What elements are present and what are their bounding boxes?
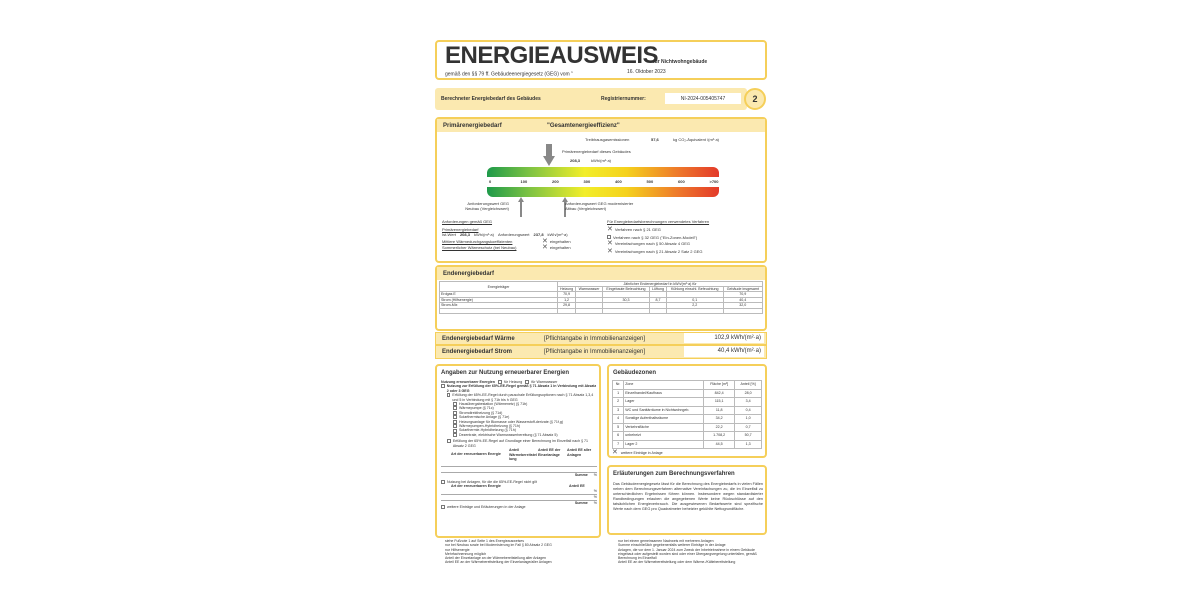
zones-section bbox=[607, 364, 767, 458]
heat-label: Endenergiebedarf Wärme bbox=[442, 336, 515, 342]
table-cell: Lager bbox=[624, 398, 704, 407]
table-cell: 842,4 bbox=[704, 389, 735, 398]
use-label: Nutzung erneuerbarer Energien bbox=[441, 380, 495, 384]
footnote: nur bei Neubau sowie bei Modernisierung im Fall § 80 Absatz 2 GEG bbox=[445, 543, 552, 548]
building-value: 208,3 bbox=[570, 158, 581, 163]
method-item bbox=[607, 227, 762, 233]
heat-value: 102,9 kWh/(m²·a) bbox=[684, 333, 764, 343]
table-cell: unbeheizt bbox=[624, 432, 704, 441]
footnote: Anteil EE an der Wärmebereitstellung der Einzelanlage/aller Anlagen bbox=[445, 560, 552, 565]
table-row bbox=[613, 406, 762, 415]
col-share-heat: Anteil Wärmebereitstellung bbox=[509, 448, 537, 461]
table-cell: 6 bbox=[613, 432, 624, 441]
renewables-content bbox=[441, 380, 597, 509]
checked-x-icon: ✕ bbox=[607, 240, 613, 247]
methods-list bbox=[607, 227, 762, 255]
zones-table bbox=[612, 380, 762, 457]
final-caption: Jährlicher Endenergiebedarf in kWh/(m²·a) für bbox=[558, 282, 763, 287]
efficiency-scale-bar bbox=[487, 167, 719, 197]
table-cell: Erdgas E bbox=[440, 292, 558, 298]
law-date: 16. Oktober 2023 bbox=[627, 69, 666, 75]
title-header bbox=[435, 40, 767, 80]
table-cell: 3 bbox=[613, 406, 624, 415]
col-header: Kühlung einschl. Befeuchtung bbox=[666, 287, 723, 292]
final-energy-section bbox=[435, 265, 767, 331]
col-header: Eingebaute Beleuchtung bbox=[602, 287, 649, 292]
footnote: Summe einschließlich gegebenenfalls weiterer Einträge in der Anlage bbox=[618, 543, 726, 548]
scale-tick-label: >700 bbox=[709, 179, 719, 184]
method-label: Verfahren nach § 21 GEG bbox=[614, 227, 661, 232]
flat-label: Erfüllung der 65%-EE-Regel durch pauschale Erfüllungsoptionen nach § 71 Absatz 1,3,4 und 5 in Verbindung mit § 71b bis h GEG bbox=[452, 393, 594, 402]
other-label: Nutzung bei Anlagen, für die die 65%-EE-Regel nicht gilt bbox=[447, 479, 537, 484]
option-checkbox[interactable] bbox=[453, 429, 457, 433]
table-row bbox=[613, 423, 762, 432]
method-item bbox=[607, 249, 762, 255]
sum-row bbox=[441, 473, 597, 477]
table-row bbox=[613, 432, 762, 441]
footnotes-right bbox=[618, 539, 768, 565]
renewables-title: Angaben zur Nutzung erneuerbarer Energien bbox=[441, 370, 570, 376]
table-cell: 28,0 bbox=[735, 389, 762, 398]
law-footnote: 1 bbox=[571, 70, 573, 74]
table-cell: 5 bbox=[613, 423, 624, 432]
table-row bbox=[613, 398, 762, 407]
footnotes-left bbox=[445, 539, 605, 565]
zones-more bbox=[612, 449, 762, 457]
zones-body bbox=[613, 389, 762, 449]
col-header: Energieträger bbox=[440, 282, 558, 292]
option-label: Heizungsanlage für Biomasse oder Wasserstoff-derivate (§ 71f,g) bbox=[459, 419, 564, 424]
u-status: eingehalten bbox=[549, 239, 571, 244]
zones-more-label: weitere Einträge in Anlage bbox=[620, 451, 663, 455]
option-label: Stromdirektheizung (§ 71d) bbox=[459, 410, 503, 415]
ist-unit: kWh/(m²·a) bbox=[473, 232, 494, 237]
ist-label: Ist-Wert bbox=[442, 232, 456, 237]
scale-tick-label: 0 bbox=[489, 179, 492, 184]
option-label: Dezentrale, elektrische Warmwasserbereitung (§ 71 Absatz 5) bbox=[459, 432, 558, 437]
table-cell: 1,2 bbox=[558, 297, 576, 303]
table-cell: 0,7 bbox=[735, 423, 762, 432]
table-cell: Verkehrsfläche bbox=[624, 423, 704, 432]
option-label: Hausübergabestation (Wärmenetz) (§ 71b) bbox=[459, 402, 528, 407]
req-old-label: Anforderungswert GEG modernisierter Altbau (Vergleichswert) bbox=[565, 201, 634, 211]
table-cell: 115,1 bbox=[704, 398, 735, 407]
explanation-section bbox=[607, 465, 767, 535]
col-header: Anteil [%] bbox=[735, 381, 762, 390]
water-label: für Warmwasser bbox=[531, 380, 558, 384]
zones-title: Gebäudezonen bbox=[613, 370, 657, 376]
table-row bbox=[613, 415, 762, 424]
method-label: Vereinfachungen nach § 50 Absatz 4 GEG bbox=[614, 241, 691, 246]
ghg-unit: kg CO₂-Äquivalent /(m²·a) bbox=[673, 137, 720, 142]
table-cell: 2 bbox=[613, 398, 624, 407]
registration-label: Registriernummer: bbox=[601, 96, 646, 102]
ist-value: 208,3 bbox=[459, 232, 470, 237]
footnote: nur bei einem gemeinsamen Nachweis mit mehreren Anlagen bbox=[618, 539, 714, 543]
calc-checkbox[interactable] bbox=[447, 439, 451, 443]
primary-title: Primärenergiebedarf bbox=[443, 123, 502, 129]
explanation-text: Das Gebäudeenergiegesetz lässt für die Berechnung des Energiebedarfs in vielen Fällen neben dem Berechnungsverfahren alternative Vereinfachungen zu, die im Einzelfall zu unterschiedlichen Ergebnissen führen können. Insbesondere wegen standardisierter Randbedingungen erlauben die angegebenen Werte keine Rückschlüsse auf den tatsächlichen Energieverbrauch. Die ausgewiesenen Bedarfswerte sind spezifische Werte nach dem GEG pro Quadratmeter beheizter gekühlte Nettogrundfläche. bbox=[613, 482, 763, 511]
registration-number: NI-2024-005405747 bbox=[665, 93, 741, 104]
table-cell: 50,7 bbox=[735, 432, 762, 441]
option-label: Wärmepumpen-Hybridheizung (§ 71h) bbox=[459, 424, 521, 429]
requirements-title: Anforderungen gemäß GEG bbox=[442, 219, 493, 224]
footnote: siehe Fußnote 1 auf Seite 1 des Energieausweises bbox=[445, 539, 524, 543]
primary-energy-section bbox=[435, 117, 767, 263]
table-cell: 40,4 bbox=[723, 297, 762, 303]
table-cell: 3,4 bbox=[735, 398, 762, 407]
table-cell: 1.708,2 bbox=[704, 432, 735, 441]
table-cell: Einzelhandel/Kaufhaus bbox=[624, 389, 704, 398]
rule65-checkbox[interactable] bbox=[441, 384, 445, 388]
option-label: Solarthermische Anlage (§ 71e) bbox=[459, 415, 510, 420]
u-label: Mittlere Wärmedurchgangskoeffizienten bbox=[442, 239, 513, 244]
law-reference bbox=[445, 69, 573, 78]
table-cell: Strom-Mix bbox=[440, 303, 558, 309]
anf-label: Anforderungswert bbox=[497, 232, 530, 237]
power-label: Endenergiebedarf Strom bbox=[442, 349, 513, 355]
option-label: Wärmepumpe (§ 71c) bbox=[459, 406, 494, 411]
other-checkbox[interactable] bbox=[441, 480, 445, 484]
summer-status: eingehalten bbox=[549, 245, 571, 250]
other-header bbox=[441, 484, 597, 488]
table-cell bbox=[666, 308, 723, 314]
power-note: [Pflichtangabe in Immobilienanzeigen] bbox=[544, 349, 646, 355]
primary-subtitle: "Gesamtenergieeffizienz" bbox=[547, 123, 620, 129]
checked-x-icon: ✕ bbox=[542, 244, 548, 251]
table-cell bbox=[576, 308, 603, 314]
table-row bbox=[613, 440, 762, 449]
col-header: Warmwasser bbox=[576, 287, 603, 292]
building-value-label: Primärenergiebedarf dieses Gebäudes bbox=[562, 149, 631, 154]
checked-x-icon: ✕ bbox=[607, 226, 613, 233]
table-cell bbox=[558, 308, 576, 314]
checked-x-icon: ✕ bbox=[612, 449, 618, 456]
more-row bbox=[441, 505, 597, 509]
table-cell: 34,2 bbox=[704, 415, 735, 424]
pct: % bbox=[593, 494, 597, 499]
document-subtitle: für Nichtwohngebäude bbox=[653, 59, 708, 65]
table-cell: 32,0 bbox=[723, 303, 762, 309]
pct: % bbox=[593, 500, 597, 505]
rule65-row bbox=[441, 384, 597, 393]
page-number-badge: 2 bbox=[744, 88, 766, 110]
table-cell: 7 bbox=[613, 440, 624, 449]
table-cell bbox=[723, 308, 762, 314]
scale-tick-label: 200 bbox=[552, 179, 559, 184]
footnote: Mehrfachnennung möglich bbox=[445, 551, 487, 556]
methods-block bbox=[607, 219, 762, 256]
table-cell: 1,3 bbox=[735, 440, 762, 449]
art-label: Art der erneuerbaren Energie bbox=[451, 452, 501, 457]
table-cell: 2,2 bbox=[666, 303, 723, 309]
document-title: ENERGIEAUSWEIS bbox=[445, 42, 659, 69]
table-cell: 1,0 bbox=[735, 415, 762, 424]
method-label: Verfahren nach § 32 GEG ("Ein-Zonen-Modell") bbox=[613, 234, 698, 240]
footnote: Anlagen, die vor dem 1. Januar 2024 zum Zweck der Inbetriebnahme in einem Gebäude eingebaut oder aufgestellt worden sind oder einer Übergangsregelung unterfallen, gemäß Berechnung im Einzelfall bbox=[618, 547, 757, 561]
table-cell: 8,7 bbox=[650, 297, 667, 303]
table-cell: 0,1 bbox=[666, 297, 723, 303]
option-checkbox[interactable] bbox=[453, 433, 457, 437]
footnote: Anteil EE an der Wärmebereitstellung oder dem Wärme-/Kältebereitstellung bbox=[618, 560, 736, 565]
requirements-sub: Primärenergiebedarf bbox=[442, 227, 479, 232]
method-item bbox=[607, 235, 762, 240]
table-cell: 30,3 bbox=[602, 297, 649, 303]
scale-tick-label: 500 bbox=[646, 179, 654, 184]
power-demand-row bbox=[435, 345, 767, 359]
calc-label: Erfüllung der 65%-EE-Regel auf Grundlage einer Berechnung im Einzelfall nach § 71 Absatz 2 GEG bbox=[452, 439, 589, 448]
col-header: Heizung bbox=[558, 287, 576, 292]
requirements-values bbox=[442, 232, 602, 237]
col-header: Nr. bbox=[613, 381, 624, 390]
section-bar-label: Berechneter Energiebedarf des Gebäudes bbox=[441, 96, 541, 102]
building-value-unit: kWh/(m²·a) bbox=[591, 158, 611, 163]
sum-label: Summe bbox=[574, 500, 588, 505]
calc-header bbox=[441, 448, 597, 461]
req-new-label: Anforderungswert GEG Neubau (Vergleichswert) bbox=[465, 201, 509, 211]
option-item bbox=[453, 433, 597, 437]
table-cell: 11,8 bbox=[704, 406, 735, 415]
more-checkbox[interactable] bbox=[441, 505, 445, 509]
methods-title: Für Energiebedarfsberechnungen verwendetes Verfahren bbox=[607, 219, 710, 224]
heat-note: [Pflichtangabe in Immobilienanzeigen] bbox=[544, 336, 646, 342]
col-header: Lüftung bbox=[650, 287, 667, 292]
section-bar bbox=[435, 88, 747, 110]
table-cell: 70,9 bbox=[723, 292, 762, 298]
final-energy-table bbox=[439, 281, 763, 314]
more-label: weitere Einträge und Erläuterungen in der Anlage bbox=[447, 504, 526, 509]
requirements-block bbox=[442, 219, 602, 251]
anf-unit: kWh/(m²·a) bbox=[547, 232, 568, 237]
col-share-single: Anteil EE der Einzelanlage bbox=[538, 448, 561, 457]
checked-x-icon: ✕ bbox=[542, 238, 548, 245]
table-cell: 29,8 bbox=[558, 303, 576, 309]
scale-tick-label: 600 bbox=[678, 179, 685, 184]
option-checkbox[interactable] bbox=[453, 415, 457, 419]
heat-demand-row bbox=[435, 332, 767, 345]
pct: % bbox=[593, 488, 597, 493]
zones-header-row bbox=[613, 381, 762, 390]
checked-x-icon: ✕ bbox=[607, 247, 613, 255]
col-share-all: Anteil EE aller Anlagen bbox=[567, 448, 592, 457]
scale-tick-label: 400 bbox=[615, 179, 622, 184]
col-header: Fläche [m²] bbox=[704, 381, 735, 390]
explanation-title: Erläuterungen zum Berechnungsverfahren bbox=[613, 471, 735, 477]
scale-tick-label: 100 bbox=[520, 179, 528, 184]
table-cell: 44,5 bbox=[704, 440, 735, 449]
option-checkbox[interactable] bbox=[453, 406, 457, 410]
table-row bbox=[440, 308, 763, 314]
footnote: nur Hilfsenergie bbox=[445, 547, 470, 552]
table-cell bbox=[440, 308, 558, 314]
ghg-label: Treibhausgasemissionen bbox=[585, 137, 630, 142]
final-table-body bbox=[440, 292, 763, 314]
table-row bbox=[613, 389, 762, 398]
checkbox[interactable] bbox=[607, 235, 611, 239]
table-cell: 22,2 bbox=[704, 423, 735, 432]
anf-value: 237,8 bbox=[533, 232, 544, 237]
renewables-section bbox=[435, 364, 601, 538]
options-list bbox=[441, 402, 597, 437]
power-value: 40,4 kWh/(m²·a) bbox=[684, 346, 764, 357]
footnote: Anteil der Einzelanlage an der Wärmebereitstellung aller Anlagen bbox=[445, 556, 546, 561]
method-item bbox=[607, 241, 762, 247]
req-new-arrow-icon bbox=[518, 197, 524, 217]
final-title: Endenergiebedarf bbox=[443, 271, 495, 277]
method-label: Vereinfachungen nach § 21 Absatz 2 Satz 2 GEG bbox=[614, 248, 703, 254]
option-label: Solarthermie-Hybridheizung (§ 71h) bbox=[459, 428, 516, 433]
col-header: Zone bbox=[624, 381, 704, 390]
heating-label: für Heizung bbox=[503, 380, 523, 384]
table-cell: Lager 2 bbox=[624, 440, 704, 449]
rule65-label: Nutzung zur Erfüllung der 65%-EE-Regel gemäß § 71 Absatz 1 in Verbindung mit Absatz 2 oder 3 GEG bbox=[446, 384, 597, 393]
table-cell bbox=[602, 308, 649, 314]
flat-checkbox[interactable] bbox=[447, 393, 450, 397]
table-cell: 70,9 bbox=[558, 292, 576, 298]
art-label: Art der erneuerbaren Energie bbox=[451, 484, 501, 489]
col-ee: Anteil EE bbox=[569, 484, 585, 489]
building-value-arrow-icon bbox=[543, 144, 555, 166]
table-cell: 1 bbox=[613, 389, 624, 398]
table-cell bbox=[650, 308, 667, 314]
sum-label: Summe bbox=[574, 473, 588, 478]
law-text: gemäß den §§ 79 ff. Gebäudeenergiegesetz (GEG) vom bbox=[445, 71, 570, 78]
ghg-value: 57,6 bbox=[651, 137, 659, 142]
summer-row bbox=[442, 245, 602, 251]
table-cell: Strom (Hilfsenergie) bbox=[440, 297, 558, 303]
table-cell: 0,4 bbox=[735, 406, 762, 415]
table-cell: Sonstige Aufenthaltsräume bbox=[624, 415, 704, 424]
flat-row bbox=[441, 393, 597, 402]
col-header: Gebäude insgesamt bbox=[723, 287, 762, 292]
pct: % bbox=[593, 473, 597, 478]
table-cell: 4 bbox=[613, 415, 624, 424]
table-cell: WC und Sanitärräume in Nichtwohngeb. bbox=[624, 406, 704, 415]
calc-row bbox=[441, 439, 597, 448]
summer-label: Sommerlicher Wärmeschutz (bei Neubau) bbox=[442, 245, 517, 250]
scale-tick-label: 300 bbox=[583, 179, 591, 184]
